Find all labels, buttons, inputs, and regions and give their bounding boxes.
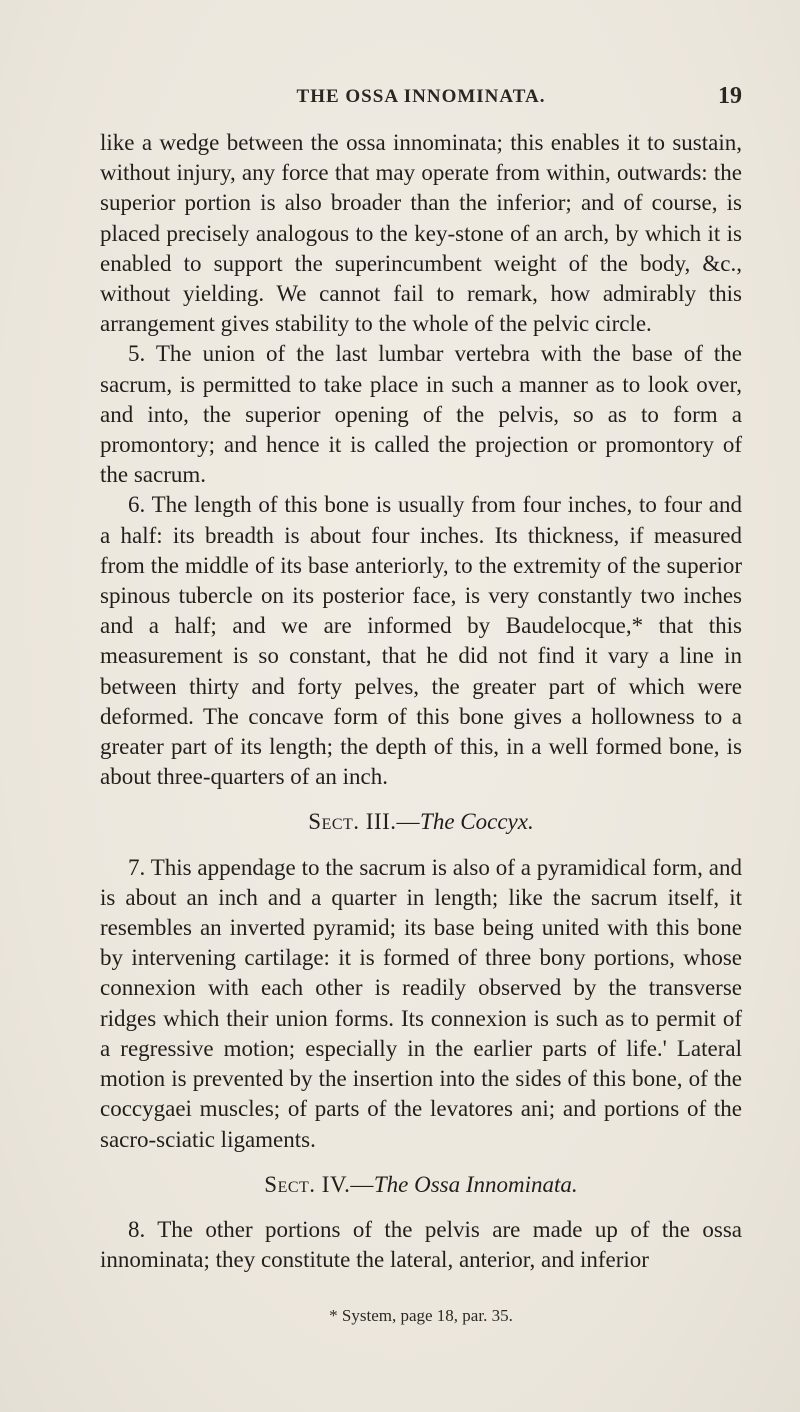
section-label: Sect. IV.— bbox=[264, 1171, 374, 1197]
running-title: THE OSSA INNOMINATA. bbox=[296, 86, 546, 107]
section-heading-ossa-innominata bbox=[100, 1170, 742, 1200]
paragraph-8: 8. The other portions of the pelvis are made up of the ossa innominata; they constitute the lateral, anterior, and inferior bbox=[100, 1216, 742, 1273]
paragraph-continuation: like a wedge between the ossa innominata; this enables it to sustain, without injury, any force that may operate from within, outwards: the superior portion is also broader than the inferior; and of course, is placed precisely analogous to the key-stone of an arch, by which it is enabled to support the superincumbent weight of the body, &c., without yielding. We cannot fail to remark, how admirably this arrangement gives stability to the whole of the pelvic circle. bbox=[100, 130, 742, 337]
body-text bbox=[100, 128, 742, 1275]
footnote: * System, page 18, par. 35. bbox=[329, 1306, 513, 1325]
section-title: The Ossa Innominata. bbox=[373, 1171, 578, 1197]
section-title: The Coccyx. bbox=[420, 809, 534, 835]
running-head bbox=[100, 83, 742, 112]
page-number: 19 bbox=[718, 83, 742, 109]
paragraph-7: 7. This appendage to the sacrum is also of a pyramidical form, and is about an inch and a quarter in length; like the sacrum itself, it resembles an inverted pyramid; its base being united with this bone by intervening cartilage: it is formed of three bony portions, whose connexion with each other is readily observed by the transverse ridges which their union forms. Its connexion is such as to permit of a regressive motion; especially in the earlier parts of life.' Lateral motion is prevented by the insertion into the sides of this bone, of the coccygaei muscles; of parts of the levatores ani; and portions of the sacro-sciatic ligaments. bbox=[100, 854, 742, 1152]
paragraph-5: 5. The union of the last lumbar vertebra with the base of the sacrum, is permitted to take place in such a manner as to look over, and into, the superior opening of the pelvis, so as to form a promontory; and hence it is called the projection or promontory of the sacrum. bbox=[100, 341, 742, 488]
section-heading-coccyx bbox=[100, 807, 742, 837]
section-label: Sect. III.— bbox=[308, 809, 421, 835]
paragraph-6: 6. The length of this bone is usually from four inches, to four and a half: its breadth is about four inches. Its thickness, if measured from the middle of its base anteriorly, to the extremity of the superior spinous tubercle on its posterior face, is very constantly two inches and a half; and we are informed by Baudelocque,* that this measurement is so constant, that he did not find it vary a line in between thirty and forty pelves, the greater part of which were deformed. The concave form of this bone gives a hollowness to a greater part of its length; the depth of this, in a well formed bone, is about three-quarters of an inch. bbox=[100, 492, 742, 790]
